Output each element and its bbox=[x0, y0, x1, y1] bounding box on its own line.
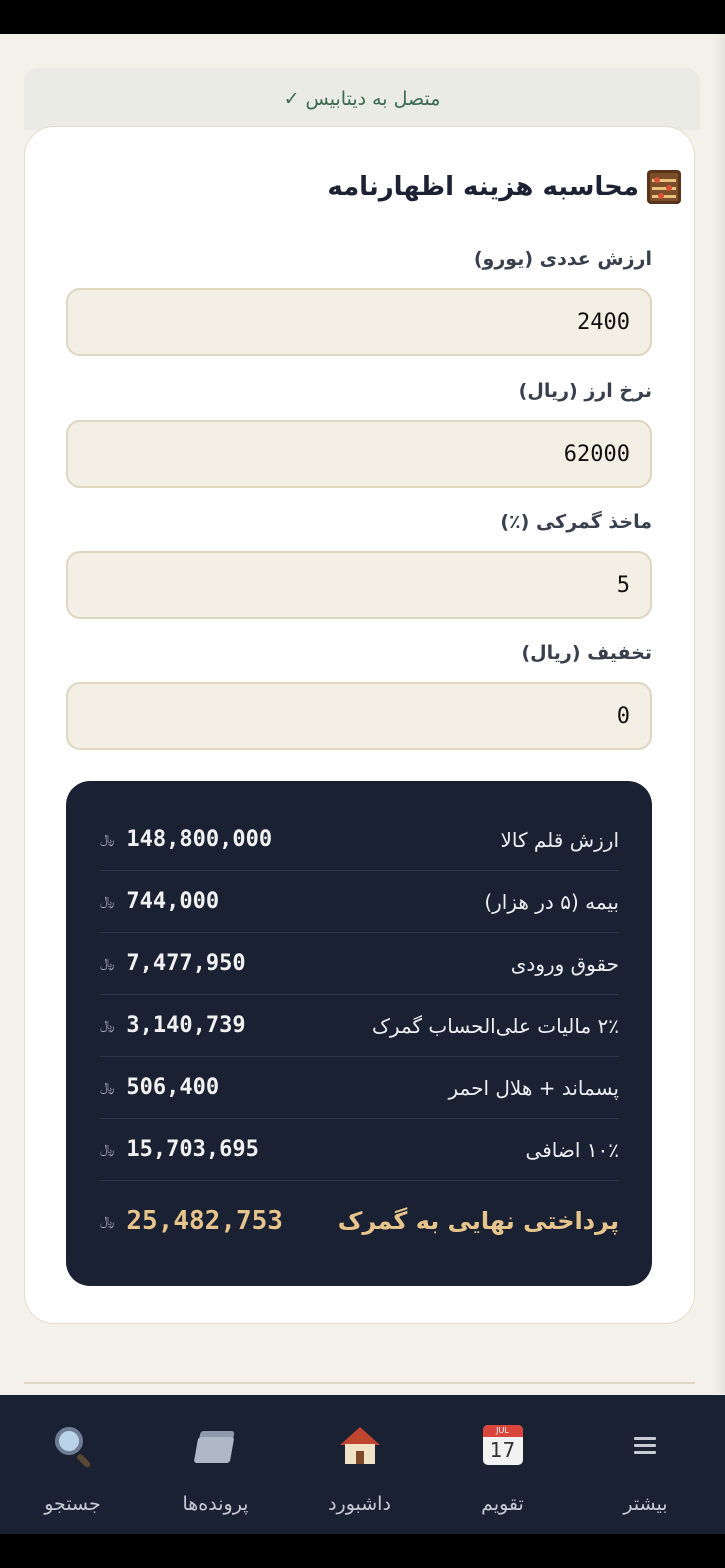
currency-symbol: ﷼ bbox=[100, 1213, 115, 1229]
search-icon bbox=[51, 1425, 95, 1467]
nav-item-files[interactable] bbox=[143, 1395, 288, 1534]
calendar-icon-day: 17 bbox=[489, 1438, 516, 1462]
currency-symbol: ﷼ bbox=[100, 1080, 115, 1095]
calendar-icon bbox=[481, 1425, 525, 1467]
field-label-euro-value: ارزش عددی (یورو) bbox=[473, 248, 652, 270]
result-row-goods-value bbox=[100, 809, 619, 871]
field-label-exchange-rate: نرخ ارز (ریال) bbox=[518, 380, 652, 402]
folder-icon bbox=[194, 1425, 238, 1467]
calendar-icon-month: JUL bbox=[483, 1425, 523, 1437]
nav-label: بیشتر bbox=[623, 1493, 668, 1515]
connection-status-text: ✓ متصل به دیتابیس bbox=[283, 88, 441, 110]
currency-symbol: ﷼ bbox=[100, 832, 115, 847]
divider bbox=[24, 1382, 695, 1384]
currency-symbol: ﷼ bbox=[100, 1142, 115, 1157]
result-amount: 148,800,000 bbox=[126, 827, 273, 852]
bottom-navigation bbox=[0, 1395, 725, 1534]
final-label: پرداختی نهایی به گمرک bbox=[337, 1207, 619, 1235]
system-status-bar bbox=[0, 0, 725, 34]
result-row-tax bbox=[100, 995, 619, 1057]
system-navigation-bar bbox=[0, 1534, 725, 1568]
nav-label: تقویم bbox=[481, 1493, 524, 1515]
result-amount: 506,400 bbox=[126, 1075, 220, 1100]
abacus-icon bbox=[647, 170, 681, 204]
exchange-rate-input[interactable] bbox=[66, 420, 652, 488]
result-row-surcharge bbox=[100, 1119, 619, 1181]
result-label: ۱۰٪ اضافی bbox=[525, 1137, 619, 1162]
result-row-waste-red-crescent bbox=[100, 1057, 619, 1119]
result-label: حقوق ورودی bbox=[510, 951, 619, 976]
field-label-customs-rate: ماخذ گمرکی (٪) bbox=[500, 511, 652, 533]
discount-input[interactable] bbox=[66, 682, 652, 750]
edge-shadow bbox=[711, 34, 725, 1394]
final-amount: 25,482,753 bbox=[126, 1206, 283, 1236]
currency-symbol: ﷼ bbox=[100, 1018, 115, 1033]
result-amount: 744,000 bbox=[126, 889, 220, 914]
result-row-final-payment bbox=[100, 1188, 619, 1254]
calculator-title bbox=[327, 170, 681, 204]
result-amount: 7,477,950 bbox=[126, 951, 246, 976]
result-amount: 3,140,739 bbox=[126, 1013, 246, 1038]
connection-status-banner bbox=[24, 68, 700, 130]
nav-item-dashboard[interactable] bbox=[287, 1395, 432, 1534]
result-label: ۲٪ مالیات علی‌الحساب گمرک bbox=[372, 1013, 619, 1038]
nav-label: داشبورد bbox=[328, 1493, 391, 1515]
result-label: بیمه (۵ در هزار) bbox=[484, 889, 619, 914]
result-row-insurance bbox=[100, 871, 619, 933]
customs-rate-input[interactable] bbox=[66, 551, 652, 619]
result-label: پسماند + هلال احمر bbox=[448, 1075, 619, 1100]
currency-symbol: ﷼ bbox=[100, 956, 115, 971]
nav-item-search[interactable] bbox=[0, 1395, 145, 1534]
nav-label: پرونده‌ها bbox=[182, 1493, 249, 1515]
result-row-import-duty bbox=[100, 933, 619, 995]
nav-item-more[interactable] bbox=[573, 1395, 718, 1534]
field-label-discount: تخفیف (ریال) bbox=[521, 642, 652, 664]
result-amount: 15,703,695 bbox=[126, 1137, 259, 1162]
nav-label: جستجو bbox=[44, 1493, 101, 1515]
calculator-title-text: محاسبه هزینه اظهارنامه bbox=[327, 172, 639, 202]
nav-item-calendar[interactable] bbox=[430, 1395, 575, 1534]
result-label: ارزش قلم کالا bbox=[500, 827, 619, 852]
menu-icon bbox=[624, 1425, 668, 1467]
currency-symbol: ﷼ bbox=[100, 894, 115, 909]
house-icon bbox=[338, 1425, 382, 1467]
euro-value-input[interactable] bbox=[66, 288, 652, 356]
